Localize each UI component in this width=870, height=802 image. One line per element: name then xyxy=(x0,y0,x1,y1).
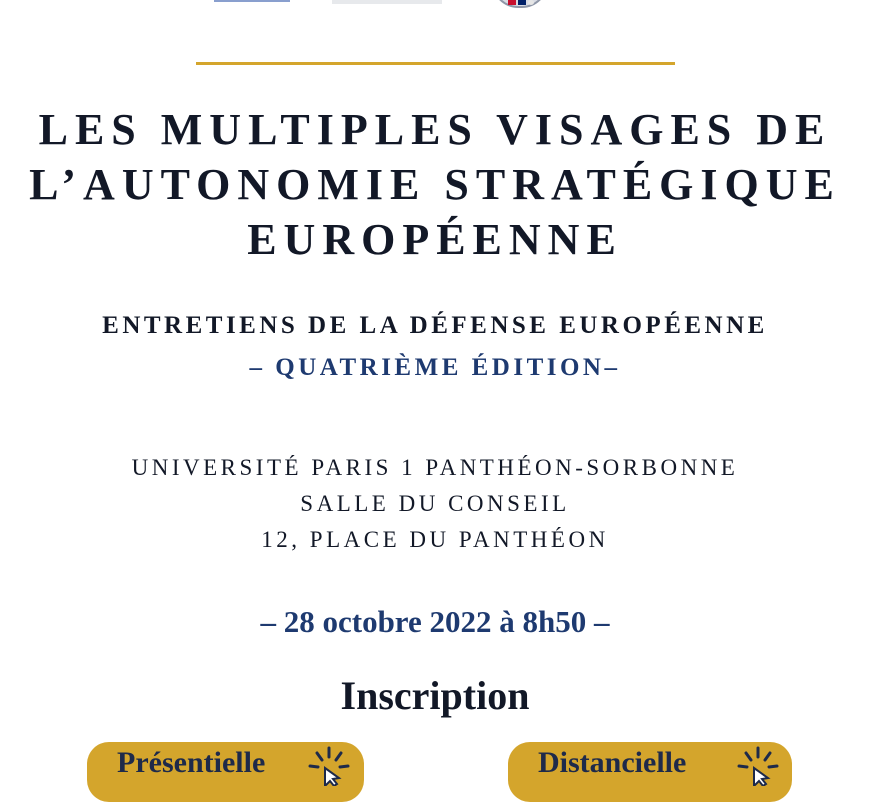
page-title xyxy=(0,102,870,267)
title-line-3: EUROPÉENNE xyxy=(247,215,623,264)
presentielle-button-label: Présentielle xyxy=(117,746,266,779)
partner-logo-right xyxy=(492,0,548,8)
partner-logo-left xyxy=(214,0,290,3)
title-line-2: L’AUTONOMIE STRATÉGIQUE xyxy=(29,160,841,209)
click-icon xyxy=(305,746,353,786)
partner-logo-middle xyxy=(332,0,442,4)
inscription-heading: Inscription xyxy=(340,673,530,718)
title-line-1: LES MULTIPLES VISAGES DE xyxy=(38,105,832,154)
event-subtitle: ENTRETIENS DE LA DÉFENSE EUROPÉENNE xyxy=(102,312,768,339)
edition-label: – QUATRIÈME ÉDITION– xyxy=(249,354,621,381)
venue-line-2: SALLE DU CONSEIL xyxy=(300,491,570,516)
distancielle-button[interactable] xyxy=(508,742,792,802)
event-date: – 28 octobre 2022 à 8h50 – xyxy=(260,604,610,639)
venue-line-3: 12, PLACE DU PANTHÉON xyxy=(261,527,609,552)
click-icon xyxy=(734,746,782,786)
gold-divider xyxy=(196,62,675,65)
venue-address xyxy=(0,450,870,558)
partner-logos xyxy=(0,0,870,12)
distancielle-button-label: Distancielle xyxy=(538,746,687,779)
presentielle-button[interactable] xyxy=(87,742,364,802)
venue-line-1: UNIVERSITÉ PARIS 1 PANTHÉON-SORBONNE xyxy=(131,455,739,480)
